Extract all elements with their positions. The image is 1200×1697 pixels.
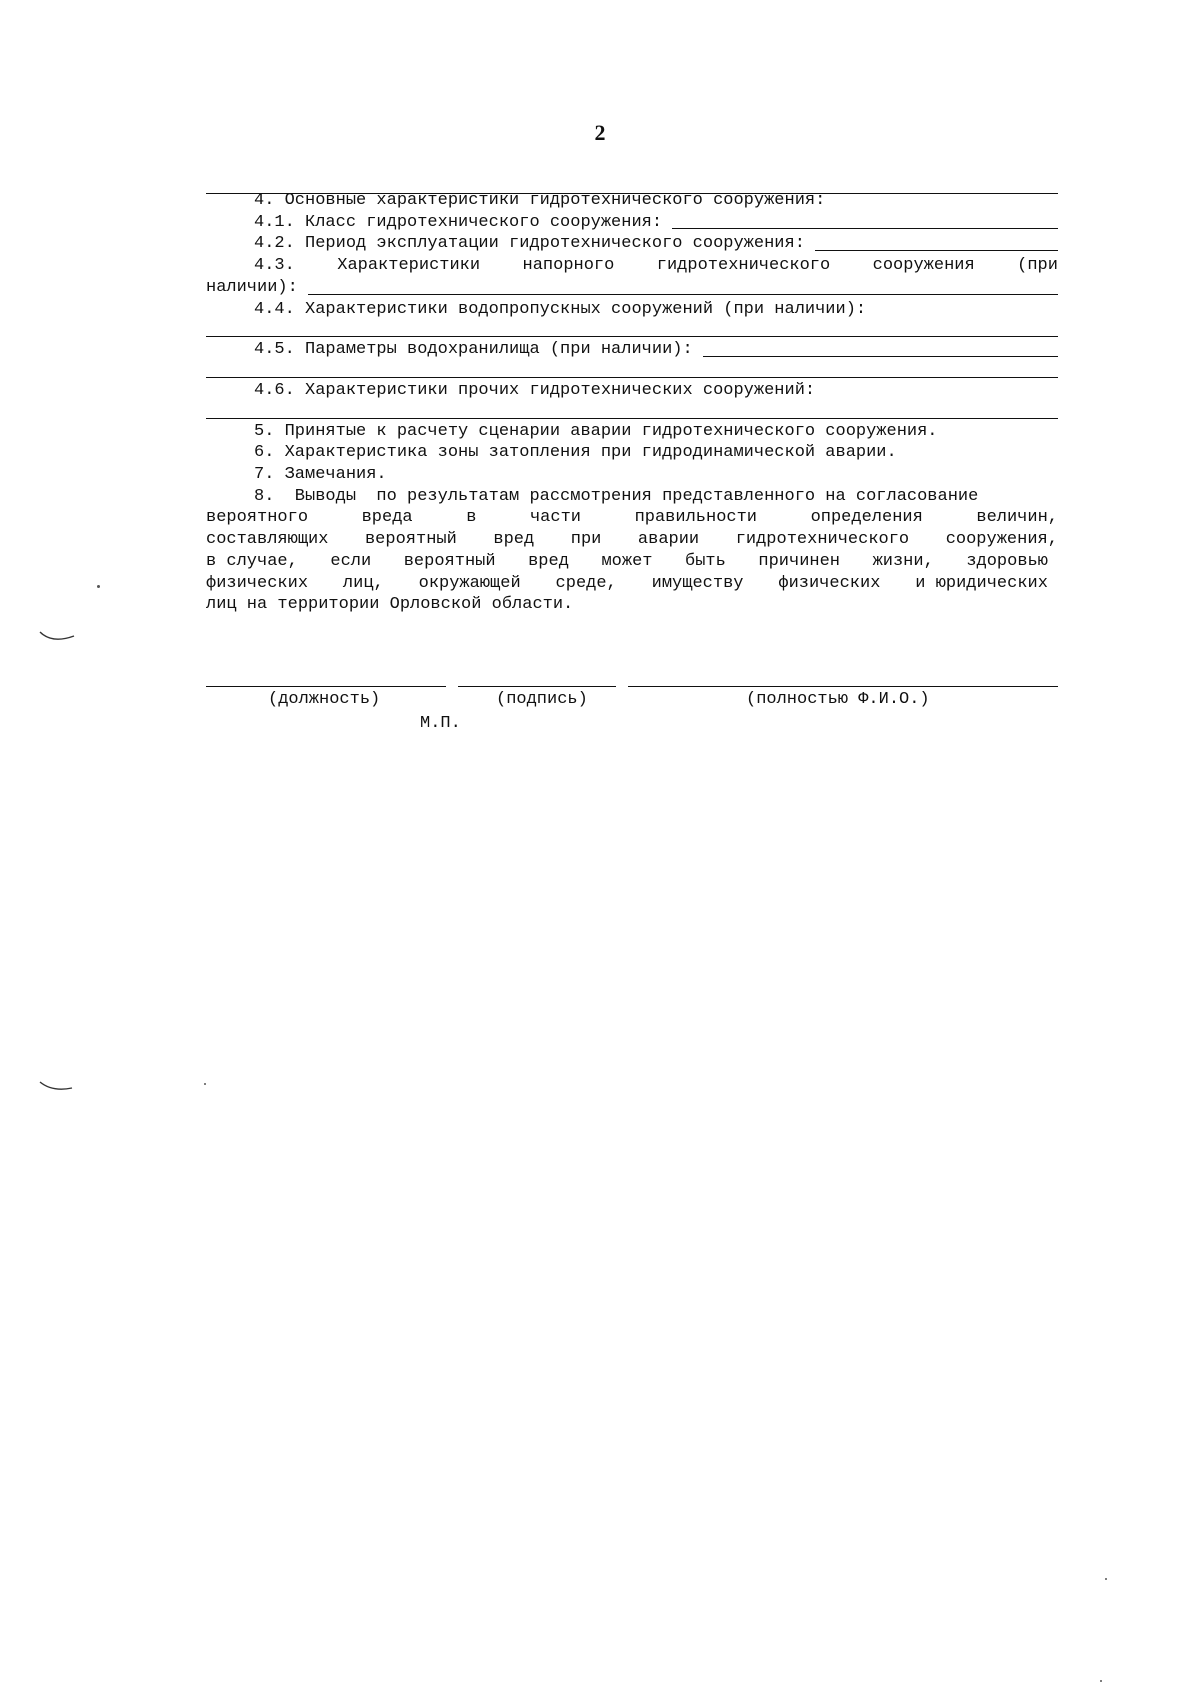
item-4-6 bbox=[206, 380, 1058, 402]
word: вероятный bbox=[403, 551, 496, 571]
scan-mark bbox=[38, 1080, 78, 1096]
item-6 bbox=[206, 442, 1058, 464]
item-8-line-5 bbox=[206, 573, 1058, 595]
position-input-line[interactable] bbox=[206, 686, 446, 687]
signature-input-line[interactable] bbox=[458, 686, 616, 687]
item-5 bbox=[206, 421, 1058, 443]
form-body bbox=[206, 190, 1058, 616]
word: может bbox=[601, 551, 653, 571]
word: аварии bbox=[637, 530, 700, 550]
item-8-line-1 bbox=[206, 486, 1058, 508]
item-4-5-text: 4.5. Параметры водохранилища (при наличии): bbox=[254, 340, 693, 360]
word: в случае, bbox=[206, 551, 298, 571]
item-4-1-text: 4.1. Класс гидротехнического сооружения: bbox=[254, 212, 663, 232]
item-4 bbox=[206, 190, 1058, 212]
item-4-2-text: 4.2. Период эксплуатации гидротехнического сооружения: bbox=[254, 234, 805, 254]
word: вероятный bbox=[364, 530, 457, 550]
word: гидротехнического bbox=[656, 256, 831, 276]
item-7-text: 7. Замечания. bbox=[254, 465, 387, 485]
scan-speck bbox=[1105, 1578, 1107, 1580]
item-4-5-input-line-2[interactable] bbox=[206, 361, 1058, 378]
word: физических bbox=[778, 573, 881, 593]
item-4-4-input-line[interactable] bbox=[206, 320, 1058, 337]
position-label: (должность) bbox=[268, 690, 381, 709]
word: здоровью bbox=[966, 551, 1048, 571]
item-8-line-6-text: лиц на территории Орловской области. bbox=[206, 595, 574, 615]
word: величин, bbox=[976, 508, 1058, 528]
word: части bbox=[529, 508, 581, 528]
item-4-6-text: 4.6. Характеристики прочих гидротехнических сооружений: bbox=[254, 380, 816, 400]
word: Характеристики bbox=[337, 256, 481, 276]
word: при bbox=[570, 530, 602, 550]
item-4-3-cont-text: наличии): bbox=[206, 277, 298, 297]
name-input-line[interactable] bbox=[628, 686, 1058, 687]
item-4-2-input-line[interactable] bbox=[815, 235, 1058, 251]
scan-speck bbox=[1100, 1680, 1102, 1682]
word: составляющих bbox=[206, 530, 329, 550]
name-label: (полностью Ф.И.О.) bbox=[746, 690, 930, 709]
item-4-5-input-line[interactable] bbox=[703, 341, 1058, 357]
word: жизни, bbox=[872, 551, 934, 571]
item-4-6-input-line[interactable] bbox=[206, 402, 1058, 419]
item-4-1 bbox=[206, 212, 1058, 234]
word: 4.3. bbox=[254, 256, 295, 276]
item-8-line-3 bbox=[206, 529, 1058, 551]
item-6-text: 6. Характеристика зоны затопления при гидродинамической аварии. bbox=[254, 443, 897, 463]
word: (при bbox=[1017, 256, 1058, 276]
item-4-2 bbox=[206, 233, 1058, 255]
item-8-line-1-text: 8. Выводы по результатам рассмотрения представленного на согласование bbox=[254, 486, 979, 506]
word: быть bbox=[685, 551, 726, 571]
word: определения bbox=[810, 508, 923, 528]
signature-block bbox=[206, 686, 1058, 746]
word: вреда bbox=[361, 508, 413, 528]
word: если bbox=[330, 551, 372, 571]
item-4-4 bbox=[206, 299, 1058, 321]
item-4-1-input-line[interactable] bbox=[672, 213, 1058, 229]
seal-label: М.П. bbox=[420, 714, 461, 733]
item-8-line-6 bbox=[206, 594, 1058, 616]
item-4-3-input-line[interactable] bbox=[308, 279, 1058, 295]
page-number: 2 bbox=[594, 120, 606, 145]
signature-label: (подпись) bbox=[496, 690, 588, 709]
word: гидротехнического bbox=[735, 530, 910, 550]
word: вероятного bbox=[206, 508, 309, 528]
item-8-line-2 bbox=[206, 507, 1058, 529]
word: окружающей bbox=[418, 573, 521, 593]
item-4-4-text: 4.4. Характеристики водопропускных сооружений (при наличии): bbox=[254, 299, 867, 319]
word: в bbox=[466, 508, 477, 528]
item-4-text: 4. Основные характеристики гидротехнического сооружения: bbox=[254, 191, 826, 210]
scan-mark bbox=[38, 630, 78, 646]
scan-speck bbox=[97, 585, 100, 588]
word: напорного bbox=[522, 256, 615, 276]
word: физических bbox=[206, 573, 309, 593]
scan-speck bbox=[204, 1083, 206, 1085]
item-4-3 bbox=[206, 255, 1058, 277]
word: сооружения bbox=[872, 256, 975, 276]
item-4-5 bbox=[206, 339, 1058, 361]
word: среде, bbox=[555, 573, 617, 593]
word: причинен bbox=[758, 551, 841, 571]
word: имуществу bbox=[651, 573, 744, 593]
item-4-3-cont bbox=[206, 277, 1058, 299]
word: правильности bbox=[634, 508, 757, 528]
item-8-line-4 bbox=[206, 551, 1058, 573]
item-7 bbox=[206, 464, 1058, 486]
word: и юридических bbox=[915, 573, 1048, 593]
word: лиц, bbox=[342, 573, 384, 593]
word: вред bbox=[528, 551, 569, 571]
item-5-text: 5. Принятые к расчету сценарии аварии гидротехнического сооружения. bbox=[254, 421, 938, 441]
word: сооружения, bbox=[945, 530, 1058, 550]
word: вред bbox=[493, 530, 535, 550]
